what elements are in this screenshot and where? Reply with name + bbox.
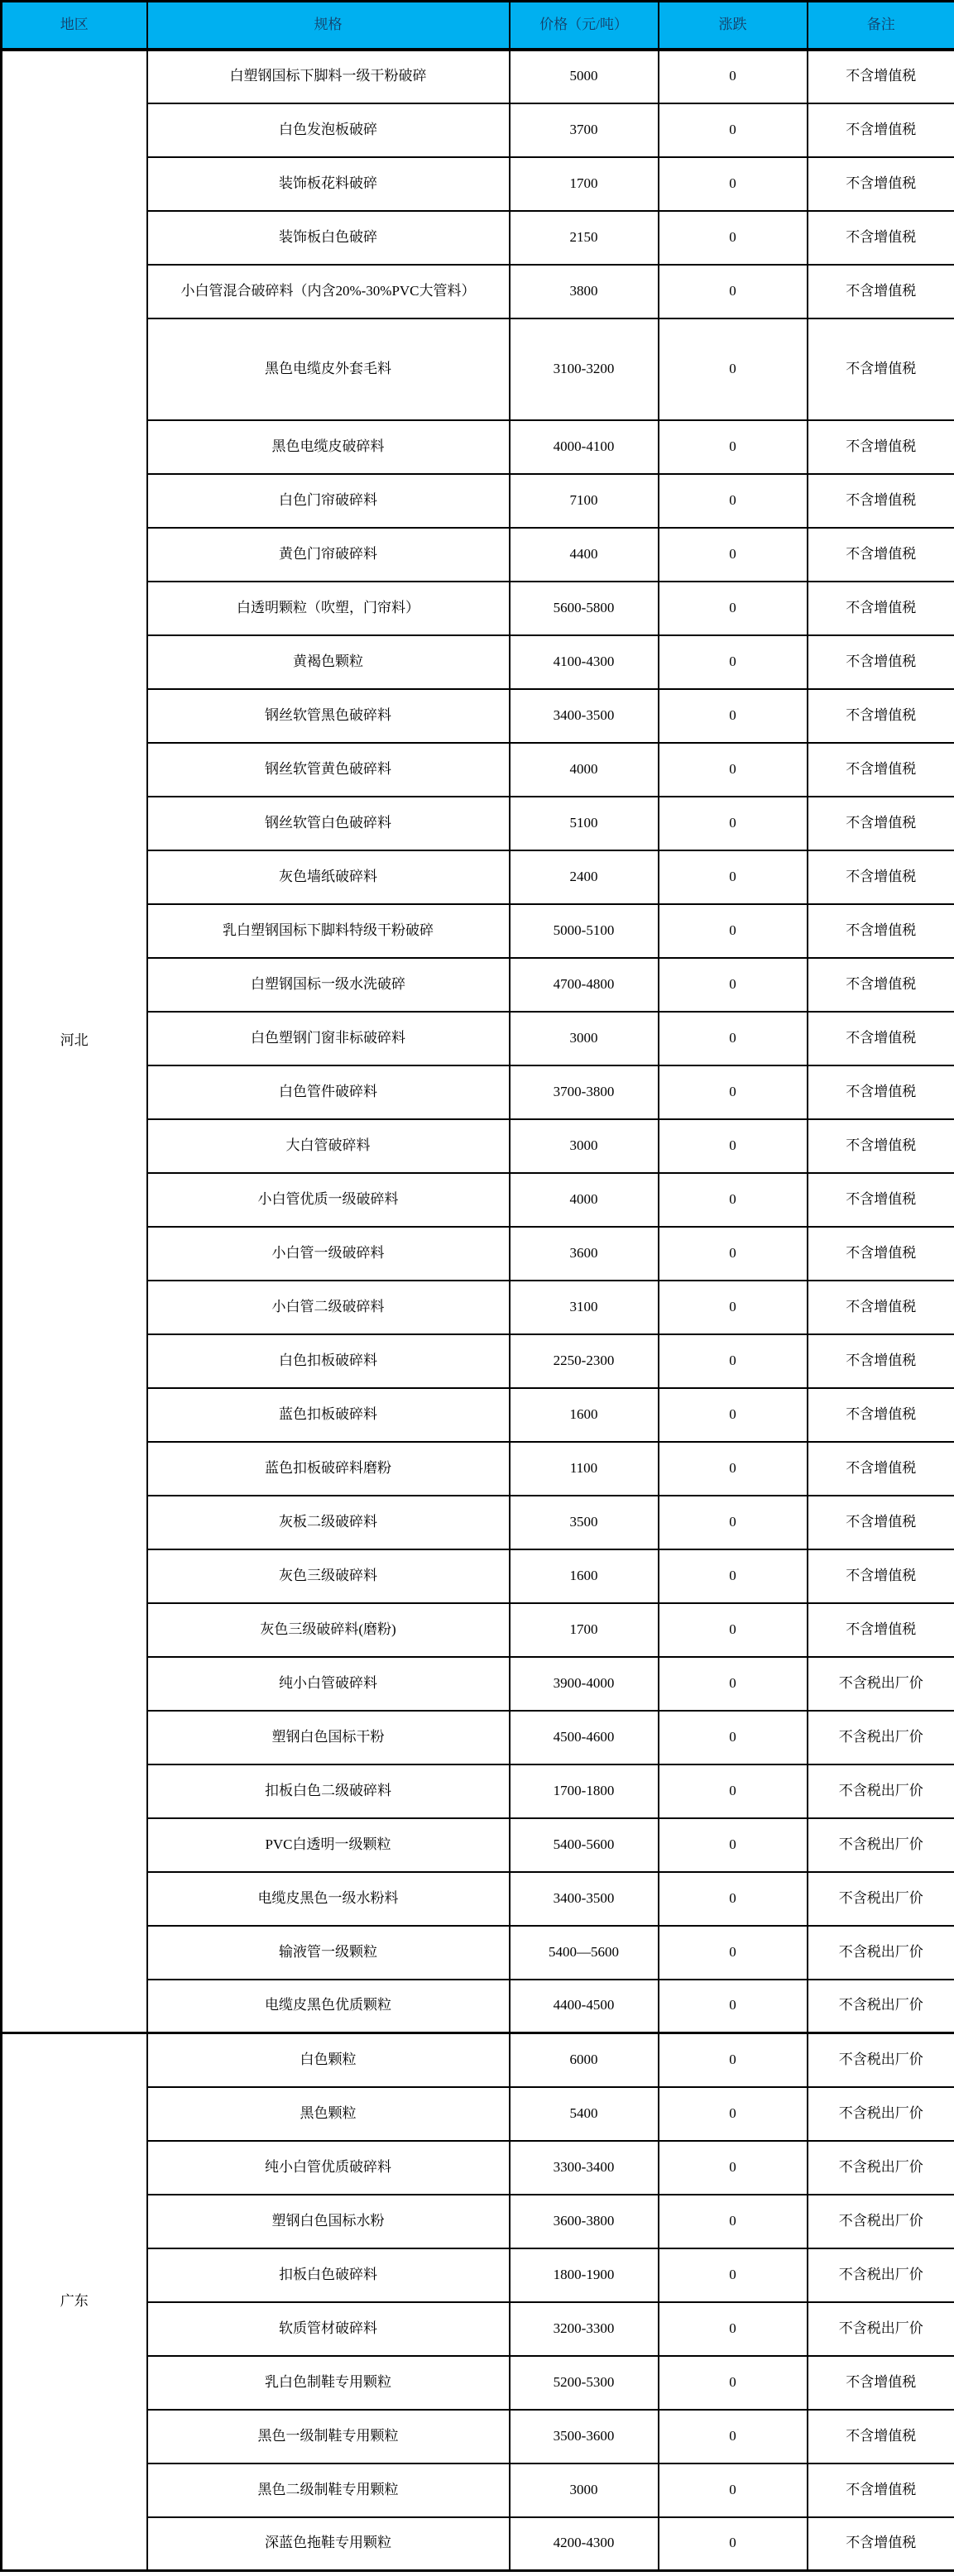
note-cell: 不含增值税 (808, 1603, 954, 1657)
note-cell: 不含增值税 (808, 420, 954, 474)
spec-cell: 小白管一级破碎料 (147, 1227, 510, 1281)
table-row (2, 2033, 954, 2087)
spec-cell: 装饰板白色破碎 (147, 211, 510, 265)
change-cell: 0 (659, 1281, 808, 1334)
note-cell: 不含增值税 (808, 2356, 954, 2410)
price-cell: 4100-4300 (510, 635, 659, 689)
spec-cell: 黄色门帘破碎料 (147, 528, 510, 582)
price-cell: 4000-4100 (510, 420, 659, 474)
change-cell: 0 (659, 1442, 808, 1496)
spec-cell: 电缆皮黑色一级水粉料 (147, 1872, 510, 1926)
spec-cell: 深蓝色拖鞋专用颗粒 (147, 2517, 510, 2571)
price-cell: 5000-5100 (510, 904, 659, 958)
price-cell: 1600 (510, 1549, 659, 1603)
spec-cell: 纯小白管破碎料 (147, 1657, 510, 1711)
note-cell: 不含税出厂价 (808, 2033, 954, 2087)
price-cell: 3800 (510, 265, 659, 318)
change-cell: 0 (659, 1334, 808, 1388)
price-cell: 2400 (510, 850, 659, 904)
price-cell: 3500-3600 (510, 2410, 659, 2463)
note-cell: 不含税出厂价 (808, 1818, 954, 1872)
change-cell: 0 (659, 2302, 808, 2356)
spec-cell: 白色塑钢门窗非标破碎料 (147, 1012, 510, 1065)
spec-cell: 黑色颗粒 (147, 2087, 510, 2141)
price-cell: 2250-2300 (510, 1334, 659, 1388)
change-cell: 0 (659, 1818, 808, 1872)
price-cell: 5400—5600 (510, 1926, 659, 1980)
note-cell: 不含增值税 (808, 582, 954, 635)
note-cell: 不含增值税 (808, 1281, 954, 1334)
spec-cell: 钢丝软管黑色破碎料 (147, 689, 510, 743)
note-cell: 不含增值税 (808, 1173, 954, 1227)
change-cell: 0 (659, 635, 808, 689)
price-cell: 3300-3400 (510, 2141, 659, 2195)
change-cell: 0 (659, 743, 808, 797)
spec-cell: 白塑钢国标一级水洗破碎 (147, 958, 510, 1012)
price-cell: 3100 (510, 1281, 659, 1334)
price-cell: 5100 (510, 797, 659, 850)
price-cell: 3000 (510, 1012, 659, 1065)
spec-cell: 白色扣板破碎料 (147, 1334, 510, 1388)
price-cell: 7100 (510, 474, 659, 528)
table-row (2, 50, 954, 103)
note-cell: 不含税出厂价 (808, 2141, 954, 2195)
change-cell: 0 (659, 103, 808, 157)
change-cell: 0 (659, 850, 808, 904)
note-cell: 不含税出厂价 (808, 1657, 954, 1711)
change-cell: 0 (659, 1388, 808, 1442)
note-cell: 不含增值税 (808, 1012, 954, 1065)
note-cell: 不含增值税 (808, 1334, 954, 1388)
price-cell: 5000 (510, 50, 659, 103)
spec-cell: 白透明颗粒（吹塑，门帘料） (147, 582, 510, 635)
note-cell: 不含增值税 (808, 1549, 954, 1603)
price-cell: 4000 (510, 1173, 659, 1227)
change-cell: 0 (659, 1980, 808, 2033)
price-cell: 1800-1900 (510, 2248, 659, 2302)
change-cell: 0 (659, 2356, 808, 2410)
change-cell: 0 (659, 1657, 808, 1711)
change-cell: 0 (659, 582, 808, 635)
price-cell: 1100 (510, 1442, 659, 1496)
spec-cell: 乳白塑钢国标下脚料特级干粉破碎 (147, 904, 510, 958)
change-cell: 0 (659, 420, 808, 474)
change-cell: 0 (659, 211, 808, 265)
note-cell: 不含增值税 (808, 1119, 954, 1173)
price-cell: 6000 (510, 2033, 659, 2087)
note-cell: 不含税出厂价 (808, 1926, 954, 1980)
price-cell: 3700 (510, 103, 659, 157)
change-cell: 0 (659, 689, 808, 743)
change-cell: 0 (659, 1173, 808, 1227)
spec-cell: 黑色一级制鞋专用颗粒 (147, 2410, 510, 2463)
note-cell: 不含增值税 (808, 318, 954, 420)
note-cell: 不含增值税 (808, 904, 954, 958)
spec-cell: 小白管优质一级破碎料 (147, 1173, 510, 1227)
spec-cell: 装饰板花料破碎 (147, 157, 510, 211)
change-cell: 0 (659, 2141, 808, 2195)
spec-cell: 大白管破碎料 (147, 1119, 510, 1173)
header-cell-region: 地区 (2, 2, 147, 50)
note-cell: 不含增值税 (808, 528, 954, 582)
change-cell: 0 (659, 2033, 808, 2087)
price-cell: 1700 (510, 1603, 659, 1657)
spec-cell: 白色管件破碎料 (147, 1065, 510, 1119)
change-cell: 0 (659, 958, 808, 1012)
spec-cell: 灰色三级破碎料(磨粉) (147, 1603, 510, 1657)
note-cell: 不含增值税 (808, 103, 954, 157)
spec-cell: 灰色三级破碎料 (147, 1549, 510, 1603)
note-cell: 不含增值税 (808, 1388, 954, 1442)
price-cell: 3200-3300 (510, 2302, 659, 2356)
change-cell: 0 (659, 1549, 808, 1603)
spec-cell: 纯小白管优质破碎料 (147, 2141, 510, 2195)
change-cell: 0 (659, 2517, 808, 2571)
price-cell: 1700 (510, 157, 659, 211)
change-cell: 0 (659, 1012, 808, 1065)
price-cell: 5400 (510, 2087, 659, 2141)
price-cell: 3500 (510, 1496, 659, 1549)
spec-cell: 蓝色扣板破碎料 (147, 1388, 510, 1442)
note-cell: 不含增值税 (808, 689, 954, 743)
price-cell: 3700-3800 (510, 1065, 659, 1119)
price-cell: 3000 (510, 1119, 659, 1173)
change-cell: 0 (659, 1119, 808, 1173)
price-cell: 5200-5300 (510, 2356, 659, 2410)
note-cell: 不含增值税 (808, 2517, 954, 2571)
price-cell: 3400-3500 (510, 689, 659, 743)
change-cell: 0 (659, 1711, 808, 1764)
header-cell-change: 涨跌 (659, 2, 808, 50)
note-cell: 不含税出厂价 (808, 1711, 954, 1764)
change-cell: 0 (659, 474, 808, 528)
price-cell: 3400-3500 (510, 1872, 659, 1926)
spec-cell: 扣板白色破碎料 (147, 2248, 510, 2302)
note-cell: 不含增值税 (808, 474, 954, 528)
note-cell: 不含增值税 (808, 797, 954, 850)
change-cell: 0 (659, 2463, 808, 2517)
table-header (2, 2, 954, 50)
note-cell: 不含增值税 (808, 2463, 954, 2517)
note-cell: 不含税出厂价 (808, 1872, 954, 1926)
note-cell: 不含增值税 (808, 1496, 954, 1549)
note-cell: 不含增值税 (808, 1442, 954, 1496)
header-cell-note: 备注 (808, 2, 954, 50)
change-cell: 0 (659, 2248, 808, 2302)
spec-cell: 白色发泡板破碎 (147, 103, 510, 157)
note-cell: 不含增值税 (808, 958, 954, 1012)
price-cell: 3100-3200 (510, 318, 659, 420)
note-cell: 不含增值税 (808, 850, 954, 904)
change-cell: 0 (659, 1872, 808, 1926)
spec-cell: 钢丝软管黄色破碎料 (147, 743, 510, 797)
note-cell: 不含增值税 (808, 1065, 954, 1119)
change-cell: 0 (659, 1496, 808, 1549)
spec-cell: 白色颗粒 (147, 2033, 510, 2087)
change-cell: 0 (659, 265, 808, 318)
price-cell: 5400-5600 (510, 1818, 659, 1872)
price-cell: 3900-4000 (510, 1657, 659, 1711)
spec-cell: 电缆皮黑色优质颗粒 (147, 1980, 510, 2033)
header-cell-price: 价格（元/吨） (510, 2, 659, 50)
spec-cell: PVC白透明一级颗粒 (147, 1818, 510, 1872)
spec-cell: 蓝色扣板破碎料磨粉 (147, 1442, 510, 1496)
note-cell: 不含税出厂价 (808, 1980, 954, 2033)
header-cell-spec: 规格 (147, 2, 510, 50)
price-cell: 4400 (510, 528, 659, 582)
price-cell: 3000 (510, 2463, 659, 2517)
spec-cell: 黑色电缆皮破碎料 (147, 420, 510, 474)
change-cell: 0 (659, 157, 808, 211)
header-row (2, 2, 954, 50)
note-cell: 不含税出厂价 (808, 2195, 954, 2248)
price-cell: 3600 (510, 1227, 659, 1281)
change-cell: 0 (659, 2410, 808, 2463)
spec-cell: 扣板白色二级破碎料 (147, 1764, 510, 1818)
change-cell: 0 (659, 318, 808, 420)
spec-cell: 钢丝软管白色破碎料 (147, 797, 510, 850)
region-cell: 广东 (2, 2033, 147, 2571)
change-cell: 0 (659, 1764, 808, 1818)
note-cell: 不含增值税 (808, 2410, 954, 2463)
spec-cell: 黑色电缆皮外套毛料 (147, 318, 510, 420)
change-cell: 0 (659, 50, 808, 103)
spec-cell: 白塑钢国标下脚料一级干粉破碎 (147, 50, 510, 103)
note-cell: 不含税出厂价 (808, 2302, 954, 2356)
change-cell: 0 (659, 1926, 808, 1980)
price-cell: 1600 (510, 1388, 659, 1442)
note-cell: 不含增值税 (808, 157, 954, 211)
change-cell: 0 (659, 1603, 808, 1657)
note-cell: 不含税出厂价 (808, 1764, 954, 1818)
price-cell: 4400-4500 (510, 1980, 659, 2033)
region-cell: 河北 (2, 50, 147, 2033)
spec-cell: 软质管材破碎料 (147, 2302, 510, 2356)
note-cell: 不含增值税 (808, 211, 954, 265)
note-cell: 不含税出厂价 (808, 2248, 954, 2302)
price-cell: 4500-4600 (510, 1711, 659, 1764)
spec-cell: 乳白色制鞋专用颗粒 (147, 2356, 510, 2410)
price-cell: 4000 (510, 743, 659, 797)
change-cell: 0 (659, 2195, 808, 2248)
change-cell: 0 (659, 2087, 808, 2141)
change-cell: 0 (659, 528, 808, 582)
note-cell: 不含增值税 (808, 1227, 954, 1281)
spec-cell: 白色门帘破碎料 (147, 474, 510, 528)
price-cell: 4700-4800 (510, 958, 659, 1012)
spec-cell: 黑色二级制鞋专用颗粒 (147, 2463, 510, 2517)
note-cell: 不含增值税 (808, 265, 954, 318)
spec-cell: 塑钢白色国标水粉 (147, 2195, 510, 2248)
change-cell: 0 (659, 797, 808, 850)
spec-cell: 塑钢白色国标干粉 (147, 1711, 510, 1764)
price-cell: 1700-1800 (510, 1764, 659, 1818)
change-cell: 0 (659, 1065, 808, 1119)
price-cell: 3600-3800 (510, 2195, 659, 2248)
spec-cell: 灰色墙纸破碎料 (147, 850, 510, 904)
spec-cell: 输液管一级颗粒 (147, 1926, 510, 1980)
price-table-body (2, 50, 954, 2571)
note-cell: 不含税出厂价 (808, 2087, 954, 2141)
price-cell: 5600-5800 (510, 582, 659, 635)
price-cell: 4200-4300 (510, 2517, 659, 2571)
price-cell: 2150 (510, 211, 659, 265)
change-cell: 0 (659, 1227, 808, 1281)
spec-cell: 小白管混合破碎料（内含20%-30%PVC大管料） (147, 265, 510, 318)
spec-cell: 灰板二级破碎料 (147, 1496, 510, 1549)
note-cell: 不含增值税 (808, 743, 954, 797)
note-cell: 不含增值税 (808, 50, 954, 103)
change-cell: 0 (659, 904, 808, 958)
spec-cell: 黄褐色颗粒 (147, 635, 510, 689)
spec-cell: 小白管二级破碎料 (147, 1281, 510, 1334)
note-cell: 不含增值税 (808, 635, 954, 689)
